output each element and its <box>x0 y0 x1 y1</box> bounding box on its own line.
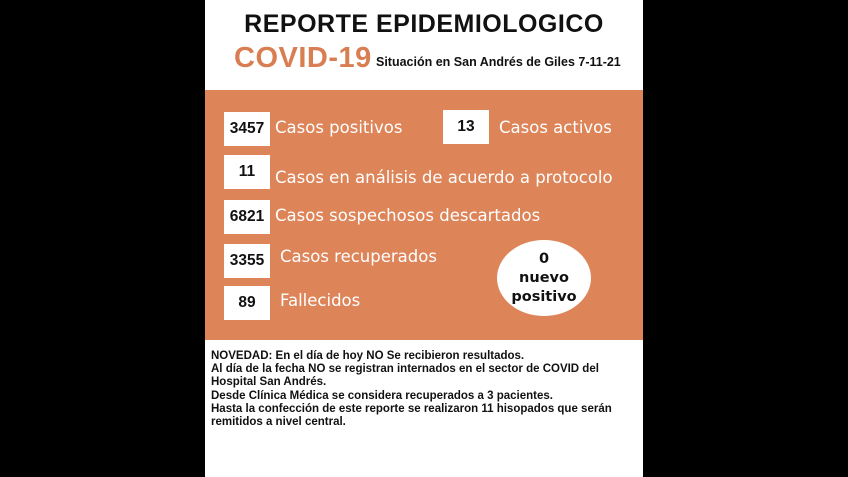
positivos-label: Casos positivos <box>275 118 403 137</box>
activos-label: Casos activos <box>499 118 612 137</box>
analisis-label: Casos en análisis de acuerdo a protocolo <box>275 168 613 187</box>
covid-label: COVID-19 <box>234 42 372 74</box>
recuperados-count: 3355 <box>224 244 270 278</box>
note-line: Hasta la confección de este reporte se realizaron 11 hisopados que serán remitidos a nivel central. <box>211 402 612 429</box>
analisis-count: 11 <box>224 155 270 189</box>
fallecidos-count: 89 <box>224 286 270 320</box>
positivos-count: 3457 <box>224 112 270 146</box>
nuevo-line1: nuevo <box>519 269 569 286</box>
note-line: Desde Clínica Médica se considera recuperados a 3 pacientes. <box>211 389 553 402</box>
descartados-label: Casos sospechosos descartados <box>275 206 541 225</box>
activos-count: 13 <box>443 110 489 144</box>
note-line: Al día de la fecha NO se registran internados en el sector de COVID del Hospital San Andrés. <box>211 363 599 389</box>
report-card <box>205 0 643 477</box>
recuperados-label: Casos recuperados <box>280 247 437 266</box>
report-title: REPORTE EPIDEMIOLOGICO <box>244 10 604 38</box>
stats-panel <box>205 90 643 340</box>
fallecidos-label: Fallecidos <box>280 291 361 310</box>
novedades-notes <box>211 350 639 429</box>
note-line: NOVEDAD: En el día de hoy NO Se recibieron resultados. <box>211 350 525 362</box>
nuevo-positivo-badge <box>497 240 591 316</box>
nuevo-count: 0 <box>538 250 550 267</box>
nuevo-line2: positivo <box>511 288 577 305</box>
descartados-count: 6821 <box>224 200 270 234</box>
situation-subtitle: Situación en San Andrés de Giles 7-11-21 <box>376 55 621 69</box>
